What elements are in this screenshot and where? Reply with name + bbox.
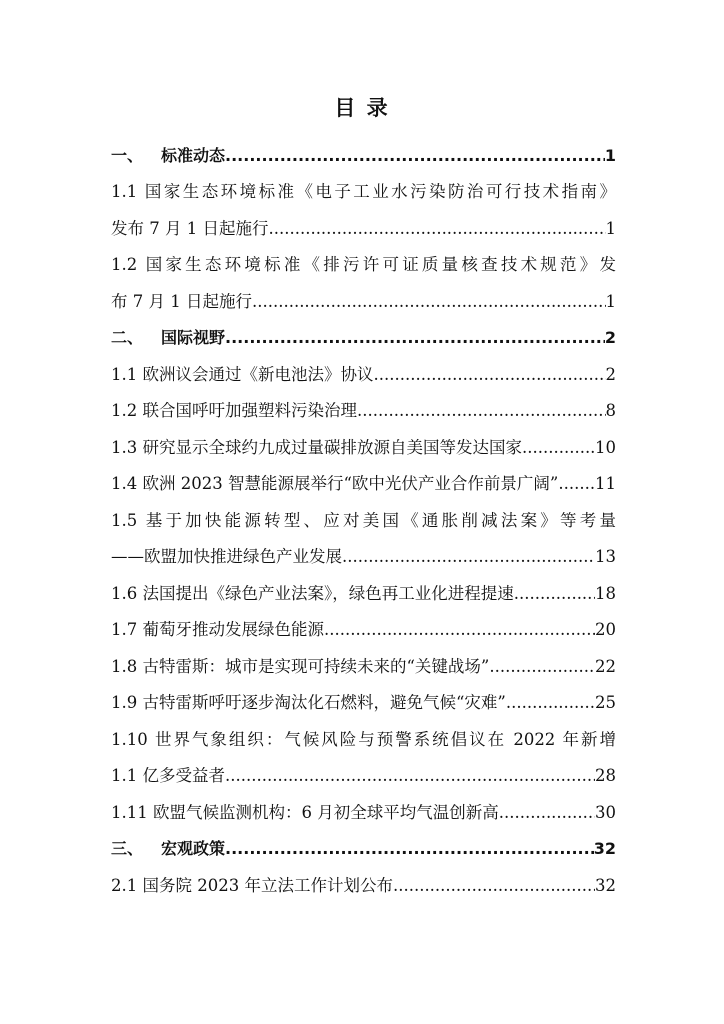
toc-entry[interactable] xyxy=(111,386,616,423)
entry-title: ——欧盟加快推进绿色产业发展 xyxy=(111,547,342,566)
entry-title: 2.1 国务院 2023 年立法工作计划公布 xyxy=(111,875,393,895)
toc-section-heading[interactable] xyxy=(111,313,616,350)
dot-leader xyxy=(268,218,605,240)
dot-leader xyxy=(324,619,595,641)
toc-entry[interactable] xyxy=(111,751,616,788)
toc-entry[interactable] xyxy=(111,459,616,496)
dot-leader xyxy=(393,875,595,897)
toc-section-heading[interactable] xyxy=(111,824,616,861)
entry-title: 1.2 联合国呼吁加强塑料污染治理 xyxy=(111,401,357,420)
page-number: 1 xyxy=(605,291,616,311)
dot-leader xyxy=(225,838,594,860)
dot-leader xyxy=(342,546,595,568)
page-number: 25 xyxy=(595,693,616,712)
dot-leader xyxy=(522,437,595,459)
entry-title: 发布 7 月 1 日起施行 xyxy=(111,218,269,238)
toc-entry[interactable] xyxy=(111,349,616,386)
page-number: 28 xyxy=(595,766,616,785)
toc-entry[interactable] xyxy=(111,532,616,569)
page-number: 1 xyxy=(604,145,616,165)
entry-title: 1.4 欧洲 2023 智慧能源展举行“欧中光伏产业合作前景广阔” xyxy=(111,474,559,493)
page-number: 32 xyxy=(595,875,616,895)
entry-title: 1.1 亿多受益者 xyxy=(111,766,225,785)
toc-entry[interactable] xyxy=(111,495,616,532)
dot-leader xyxy=(558,473,595,495)
table-of-contents xyxy=(111,130,616,897)
entry-title: 1.6 法国提出《绿色产业法案》，绿色再工业化进程提速 xyxy=(111,583,514,603)
toc-entry[interactable] xyxy=(111,276,616,313)
toc-entry[interactable] xyxy=(111,714,616,751)
section-title: 国际视野 xyxy=(161,328,226,347)
page-number: 32 xyxy=(593,839,616,858)
page-number: 8 xyxy=(605,401,616,420)
toc-entry[interactable] xyxy=(111,787,616,824)
entry-title: 1.8 古特雷斯：城市是实现可持续未来的“关键战场” xyxy=(111,656,490,676)
entry-title: 1.1 欧洲议会通过《新电池法》协议 xyxy=(111,364,374,384)
dot-leader xyxy=(225,145,605,167)
dot-leader xyxy=(252,291,606,313)
page-number: 2 xyxy=(604,328,616,347)
entry-title: 1.2 国家生态环境标准《排污许可证质量核查技术规范》发 xyxy=(111,255,616,274)
dot-leader xyxy=(357,400,606,422)
page-number: 22 xyxy=(595,656,616,676)
toc-entry[interactable] xyxy=(111,568,616,605)
dot-leader xyxy=(225,327,605,349)
toc-entry[interactable] xyxy=(111,167,616,204)
dot-leader xyxy=(499,802,595,824)
section-title: 宏观政策 xyxy=(161,839,226,858)
dot-leader xyxy=(506,692,595,714)
entry-title: 1.7 葡萄牙推动发展绿色能源 xyxy=(111,620,324,639)
dot-leader xyxy=(489,656,595,678)
dot-leader xyxy=(225,765,595,787)
toc-entry[interactable] xyxy=(111,860,616,897)
page-number: 13 xyxy=(595,547,616,566)
entry-title: 1.3 研究显示全球约九成过量碳排放源自美国等发达国家 xyxy=(111,437,522,457)
page-number: 30 xyxy=(595,802,616,822)
toc-entry[interactable] xyxy=(111,422,616,459)
page-number: 18 xyxy=(595,583,616,603)
entry-title: 1.9 古特雷斯呼吁逐步淘汰化石燃料，避免气候“灾难” xyxy=(111,693,506,712)
toc-entry[interactable] xyxy=(111,641,616,678)
toc-entry[interactable] xyxy=(111,678,616,715)
toc-entry[interactable] xyxy=(111,240,616,277)
section-number: 二、 xyxy=(111,328,144,347)
entry-title: 布 7 月 1 日起施行 xyxy=(111,291,252,311)
entry-title: 1.10 世界气象组织：气候风险与预警系统倡议在 2022 年新增 xyxy=(111,729,616,749)
toc-entry[interactable] xyxy=(111,605,616,642)
toc-section-heading[interactable] xyxy=(111,130,616,167)
toc-entry[interactable] xyxy=(111,203,616,240)
entry-title: 1.5 基于加快能源转型、应对美国《通胀削减法案》等考量 xyxy=(111,510,616,530)
section-number: 三、 xyxy=(111,839,144,858)
dot-leader xyxy=(514,583,595,605)
page-number: 11 xyxy=(595,474,616,493)
toc-title: 目 录 xyxy=(334,96,390,120)
page-number: 2 xyxy=(605,364,616,384)
page-number: 20 xyxy=(595,620,616,639)
section-number: 一、 xyxy=(111,145,144,165)
page-number: 10 xyxy=(595,437,616,457)
entry-title: 1.11 欧盟气候监测机构：6 月初全球平均气温创新高 xyxy=(111,802,499,822)
section-title: 标准动态 xyxy=(161,145,226,165)
dot-leader xyxy=(374,364,606,386)
entry-title: 1.1 国家生态环境标准《电子工业水污染防治可行技术指南》 xyxy=(111,182,616,201)
page-number: 1 xyxy=(605,218,616,238)
